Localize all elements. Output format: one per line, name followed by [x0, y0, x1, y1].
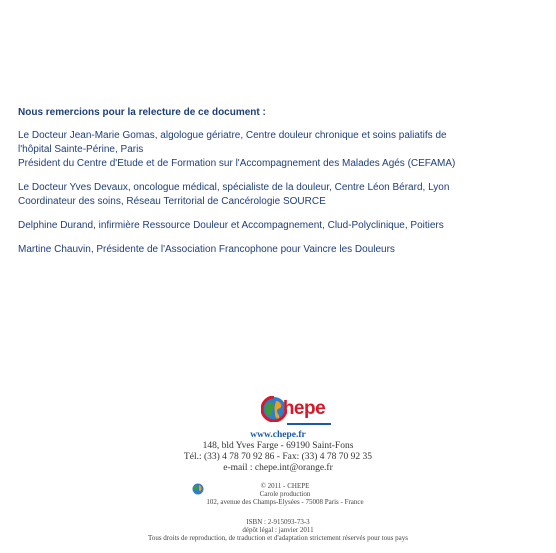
publisher-footer [100, 394, 456, 542]
acknowledgement-line: Delphine Durand, infirmière Ressource Douleur et Accompagnement, Clud-Polyclinique, Poitiers [18, 220, 444, 231]
acknowledgement-line: Président du Centre d'Etude et de Formation sur l'Accompagnement des Malades Agés (CEFAMA) [18, 158, 456, 169]
legal-block [100, 518, 456, 542]
acknowledgement-line: Le Docteur Yves Devaux, oncologue médical, spécialiste de la douleur, Centre Léon Bérard, Lyon [18, 182, 450, 193]
copyright-lines [206, 482, 363, 506]
globe-icon [192, 483, 204, 495]
postal-address: 148, bld Yves Farge - 69190 Saint-Fons [202, 441, 354, 451]
depot-legal-text: dépôt légal : janvier 2011 [242, 526, 314, 534]
email-address[interactable]: e-mail : chepe.int@orange.fr [223, 463, 333, 473]
production-text: Carole production [259, 490, 311, 498]
logo-wordmark: hepe [282, 398, 326, 419]
acknowledgement-line: Martine Chauvin, Présidente de l'Association Francophone pour Vaincre les Douleurs [18, 244, 395, 255]
website-link[interactable]: www.chepe.fr [250, 430, 306, 440]
acknowledgement-entry [18, 129, 543, 171]
phone-fax: Tél.: (33) 4 78 70 92 86 - Fax: (33) 4 78 70 92 35 [183, 452, 373, 462]
isbn-text: ISBN : 2-915093-73-3 [246, 518, 310, 526]
copyright-block [100, 482, 456, 506]
acknowledgement-entry [18, 219, 543, 233]
acknowledgement-entry [18, 181, 543, 209]
production-address: 102, avenue des Champs-Elysées - 75008 Paris - France [206, 498, 364, 506]
copyright-text: © 2011 - CHEPE [260, 482, 310, 490]
acknowledgements-section [18, 106, 543, 267]
acknowledgement-line: Coordinateur des soins, Réseau Territorial de Cancérologie SOURCE [18, 196, 326, 207]
acknowledgement-line: l'hôpital Sainte-Périne, Paris [18, 144, 144, 155]
acknowledgement-line: Le Docteur Jean-Marie Gomas, algologue gériatre, Centre douleur chronique et soins paliatifs de [18, 130, 447, 141]
chepe-logo [261, 394, 325, 424]
rights-text: Tous droits de reproduction, de traduction et d'adaptation strictement réservés pour tous pays [148, 534, 408, 542]
acknowledgement-entry [18, 243, 543, 257]
logo-underline [287, 423, 331, 425]
acknowledgements-heading: Nous remercions pour la relecture de ce document : [18, 107, 266, 118]
